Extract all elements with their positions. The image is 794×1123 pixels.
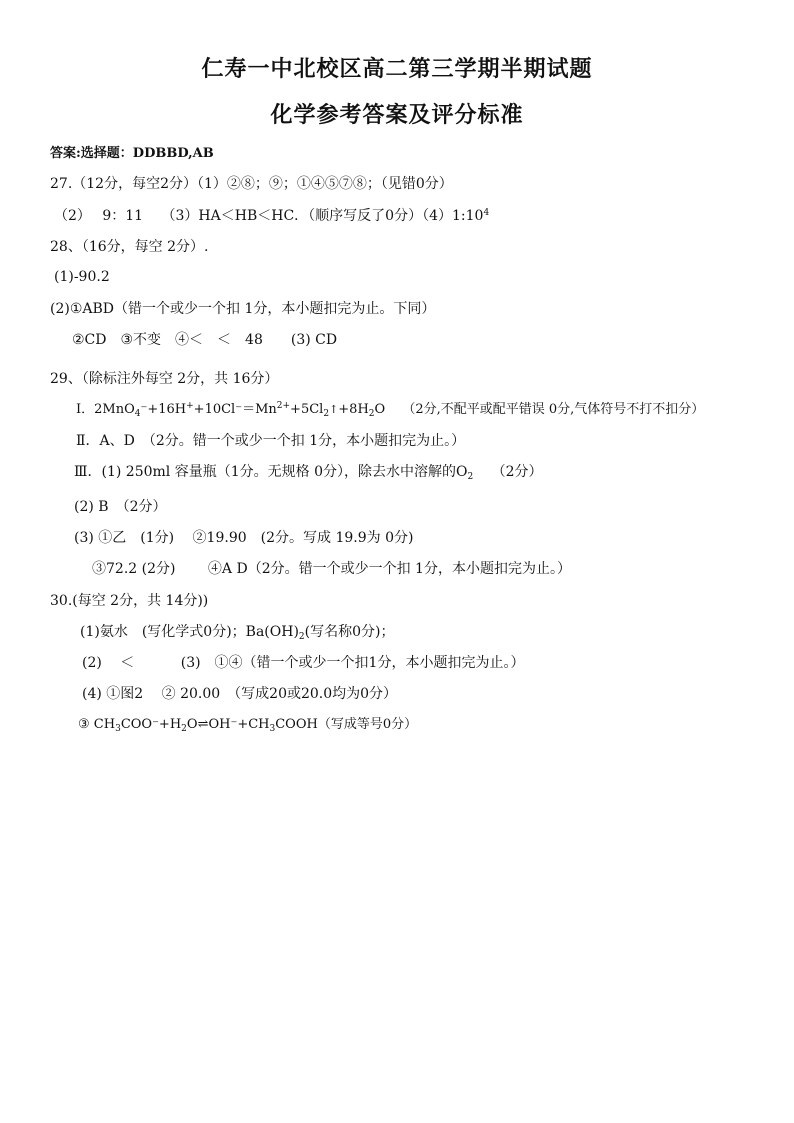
q30-line1-text: (1)氨水 (写化学式0分)；Ba(OH): [80, 624, 299, 640]
eq-part: COOH（写成等号0分）: [275, 717, 418, 732]
q29-part3-text: Ⅲ．(1) 250ml 容量瓶（1分。无规格 0分），除去水中溶解的O: [74, 464, 468, 480]
eq-part: O （2分,不配平或配平错误 0分,气体符号不打不扣分）: [374, 402, 705, 417]
q28-heading: 28、（16分，每空 2分）.: [50, 239, 209, 255]
mc-answers: 答案:选择题：DDBBD,AB: [50, 146, 214, 161]
q28-line1: (1)-90.2: [54, 269, 110, 285]
eq-part: +8H: [338, 402, 369, 417]
eq-subscript: 2: [368, 409, 375, 419]
q29-heading: 29、（除标注外每空 2分，共 16分）: [50, 371, 279, 387]
q29-part3-line2: (2) B （2分）: [74, 499, 167, 515]
q28-line3: ②CD ③不变 ④＜ ＜ 48 (3) CD: [72, 332, 338, 348]
eq-subscript: 2: [323, 409, 330, 419]
eq-part: +10Cl⁻＝Mn: [193, 402, 277, 417]
eq-superscript: +: [186, 401, 194, 411]
q29-part2: Ⅱ．A、D （2分。错一个或少一个扣 1分，本小题扣完为止。）: [76, 433, 466, 449]
q30-line1: [80, 623, 395, 641]
q30-line2: (2) ＜ (3) ①④（错一个或少一个扣1分，本小题扣完为止。）: [82, 655, 525, 671]
q27-exponent: 4: [483, 208, 490, 218]
eq-subscript: 4: [134, 409, 141, 419]
q29-part3-line4: ③72.2 (2分) ④A D（2分。错一个或少一个扣 1分，本小题扣完为止。）: [92, 561, 571, 577]
eq-part: ⁻+16H: [140, 402, 187, 417]
q29-part3-line3: (3) ①乙 (1分) ②19.90 (2分。写成 19.9为 0分): [74, 530, 414, 546]
eq-subscript: 3: [269, 724, 276, 734]
q30-line1-text-end: (写名称0分)；: [304, 624, 395, 640]
q27-line2: [54, 207, 489, 225]
q28-line2: (2)①ABD（错一个或少一个扣 1分，本小题扣完为止。下同）: [50, 301, 436, 317]
eq-part: O⇌OH⁻+CH: [186, 717, 270, 732]
baoh2-subscript: 2: [298, 632, 305, 642]
q27-line1: 27.（12分，每空2分）（1）②⑧；⑨；①④⑤⑦⑧；（见错0分）: [50, 176, 453, 192]
q29-part1-equation: [76, 401, 704, 419]
eq-superscript: 2+: [276, 401, 291, 411]
q30-heading: 30.(每空 2分，共 14分)): [50, 593, 209, 609]
eq-subscript: 2: [181, 724, 187, 734]
eq-part: ③ CH: [78, 717, 116, 732]
eq-part: Ⅰ．2MnO: [76, 402, 135, 417]
document-subtitle: 化学参考答案及评分标准: [270, 103, 524, 128]
eq-part: COO⁻+H: [120, 717, 182, 732]
q29-part3-score: （2分）: [473, 464, 543, 480]
eq-subscript: 3: [115, 724, 121, 734]
o2-subscript: 2: [467, 472, 474, 482]
document-title: 仁寿一中北校区高二第三学期半期试题: [201, 57, 593, 82]
q30-line3: (4) ①图2 ② 20.00 （写成20或20.0均为0分）: [82, 686, 398, 702]
q27-line2-text: （2） 9：11 （3）HA＜HB＜HC．（顺序写反了0分）（4）1:10: [54, 208, 484, 224]
eq-part: +5Cl: [290, 402, 324, 417]
q29-part3-line1: [74, 463, 543, 481]
gas-arrow: ↑: [329, 403, 339, 416]
q30-line4-equation: [78, 716, 417, 734]
